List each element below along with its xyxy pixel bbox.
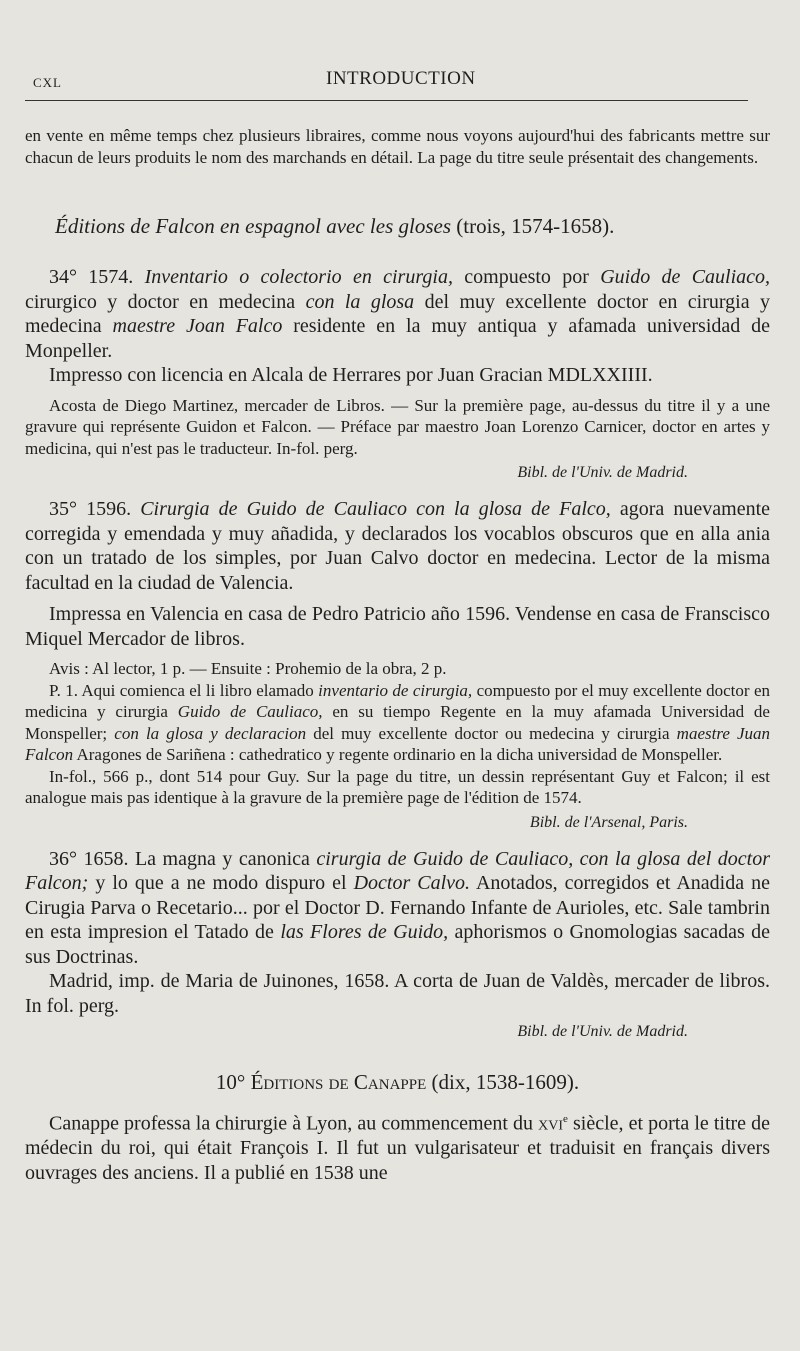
text: La magna y canonica bbox=[134, 847, 310, 870]
entry-34-imprint: Impresso con licencia en Alcala de Herrares por Juan Gracian MDLXXIIII. bbox=[49, 364, 653, 386]
century-numeral: xvi bbox=[538, 1112, 564, 1135]
entry-34-location: Bibl. de l'Univ. de Madrid. bbox=[517, 464, 688, 481]
entry-35-location: Bibl. de l'Arsenal, Paris. bbox=[529, 813, 688, 831]
entry-number: 35° 1596. bbox=[49, 498, 132, 520]
text: Anotados, corregidos et Anadida ne Cirugia Parva o Recetario... por el Doctor D. Fernando Infante de Aurioles, etc. Sale tambrin en esta impresion el Tatado de bbox=[25, 872, 771, 943]
entry-34-title bbox=[25, 265, 770, 363]
entry-34-note: Acosta de Diego Martinez, mercader de Libros. — Sur la première page, au-dessus du titre il y a une gravure qui représente Guidon et Falcon. — Préface par maestro Joan Lorenzo Carnicer, doctor en artes y medicina, qui n'est pas le traducteur. In-fol. perg. bbox=[25, 395, 770, 458]
folio-number: CXL bbox=[33, 75, 62, 90]
section-heading-rest: (dix, 1538-1609). bbox=[431, 1070, 580, 1094]
entry-number: 36° 1658. bbox=[49, 847, 129, 870]
entry-36-location: Bibl. de l'Univ. de Madrid. bbox=[517, 1023, 688, 1040]
book-title: cirurgia de Guido de Cauliaco, con la glosa del doctor Falcon; bbox=[25, 847, 771, 894]
author-name: Guido de Cauliaco, bbox=[600, 266, 771, 288]
text-italic: con la glosa bbox=[305, 290, 415, 313]
text: cirurgico y doctor en medecina bbox=[25, 290, 296, 313]
entry-number: 34° 1574. bbox=[49, 266, 134, 288]
text: del muy excellente doctor ou medecina y cirurgia bbox=[313, 723, 670, 743]
text-italic: inventario de cirurgia, bbox=[318, 680, 473, 700]
author-name: maestre Juan Falcon bbox=[25, 723, 771, 764]
entry-35-imprint: Impressa en Valencia en casa de Pedro Patricio año 1596. Vendense en casa de Franscisco Miquel Mercador de libros. bbox=[25, 603, 770, 650]
book-title: Cirurgia de Guido de Cauliaco con la glosa de Falco, bbox=[140, 498, 611, 520]
entry-35-note-2 bbox=[25, 680, 770, 766]
running-title: INTRODUCTION bbox=[326, 68, 476, 89]
book-title: las Flores de Guido, bbox=[280, 921, 449, 943]
text: siècle, et porta le titre de médecin du roi, qui était François I. Il fut un vulgarisateur et traduisit en français divers ouvrages des anciens. Il a publié en 1538 une bbox=[25, 1112, 771, 1184]
text: en su tiempo Regente en la muy afamada Universidad de Monspeller; bbox=[25, 702, 770, 743]
header-rule bbox=[25, 100, 748, 101]
section-number: 10° bbox=[215, 1070, 246, 1094]
page-body bbox=[25, 125, 770, 1185]
section-title: Éditions de Canappe bbox=[250, 1070, 427, 1094]
section-heading-canappe bbox=[25, 1070, 770, 1095]
author-name: Doctor Calvo. bbox=[353, 872, 471, 894]
closing-paragraph bbox=[25, 1107, 770, 1185]
text: del muy excellente doctor en cirurgia y medecina bbox=[25, 290, 771, 337]
entry-35-note-1: Avis : Al lector, 1 p. — Ensuite : Prohemio de la obra, 2 p. bbox=[49, 659, 447, 678]
section-heading-falcon bbox=[25, 214, 770, 239]
text: aphorismos o Gnomologias sacadas de sus Doctrinas. bbox=[25, 921, 771, 968]
text: residente en la muy antiqua y afamada universidad de Monpeller. bbox=[25, 315, 771, 362]
section-heading-rest: (trois, 1574-1658). bbox=[456, 214, 615, 238]
section-heading-italic: Éditions de Falcon en espagnol avec les gloses bbox=[55, 214, 451, 238]
superscript: e bbox=[563, 1113, 568, 1125]
page-header bbox=[0, 60, 800, 100]
intro-paragraph: en vente en même temps chez plusieurs libraires, comme nous voyons aujourd'hui des fabricants mettre sur chacun de leurs produits le nom des marchands en détail. La page du titre seule présentait des changements. bbox=[25, 126, 770, 167]
text-italic: con la glosa y declaracion bbox=[114, 723, 307, 743]
entry-35-note-3: In-fol., 566 p., dont 514 pour Guy. Sur la page du titre, un dessin représentant Guy et Falcon; il est analogue mais pas identique à la gravure de la première page de l'édition de 1574. bbox=[25, 766, 770, 807]
text: Canappe professa la chirurgie à Lyon, au commencement du bbox=[49, 1112, 534, 1135]
author-name: Guido de Cauliaco, bbox=[177, 702, 323, 721]
text: Aragones de Sariñena : cathedratico y regente ordinario en la dicha universidad de Monspeller. bbox=[76, 745, 723, 764]
author-name: maestre Joan Falco bbox=[112, 315, 283, 337]
text: agora nuevamente corregida y emendada y muy añadida, y declarados los vocablos obscuros que en alla ania con un tratado de los simples, por Juan Calvo doctor en medecina. Lector de la misma facultad en la ciudad de Valencia. bbox=[25, 498, 771, 594]
entry-36-imprint: Madrid, imp. de Maria de Juinones, 1658. A corta de Juan de Valdès, mercader de libros. In fol. perg. bbox=[25, 970, 770, 1017]
text: compuesto por el muy excellente doctor en medicina y cirurgia bbox=[25, 680, 770, 721]
entry-35-title bbox=[25, 497, 770, 595]
text: compuesto por bbox=[464, 266, 589, 288]
text: P. 1. Aqui comienca el li libro elamado bbox=[49, 680, 314, 700]
book-title: Inventario o colectorio en cirurgia, bbox=[144, 266, 453, 288]
entry-36-title bbox=[25, 847, 770, 970]
text: y lo que a ne modo dispuro el bbox=[95, 872, 347, 894]
